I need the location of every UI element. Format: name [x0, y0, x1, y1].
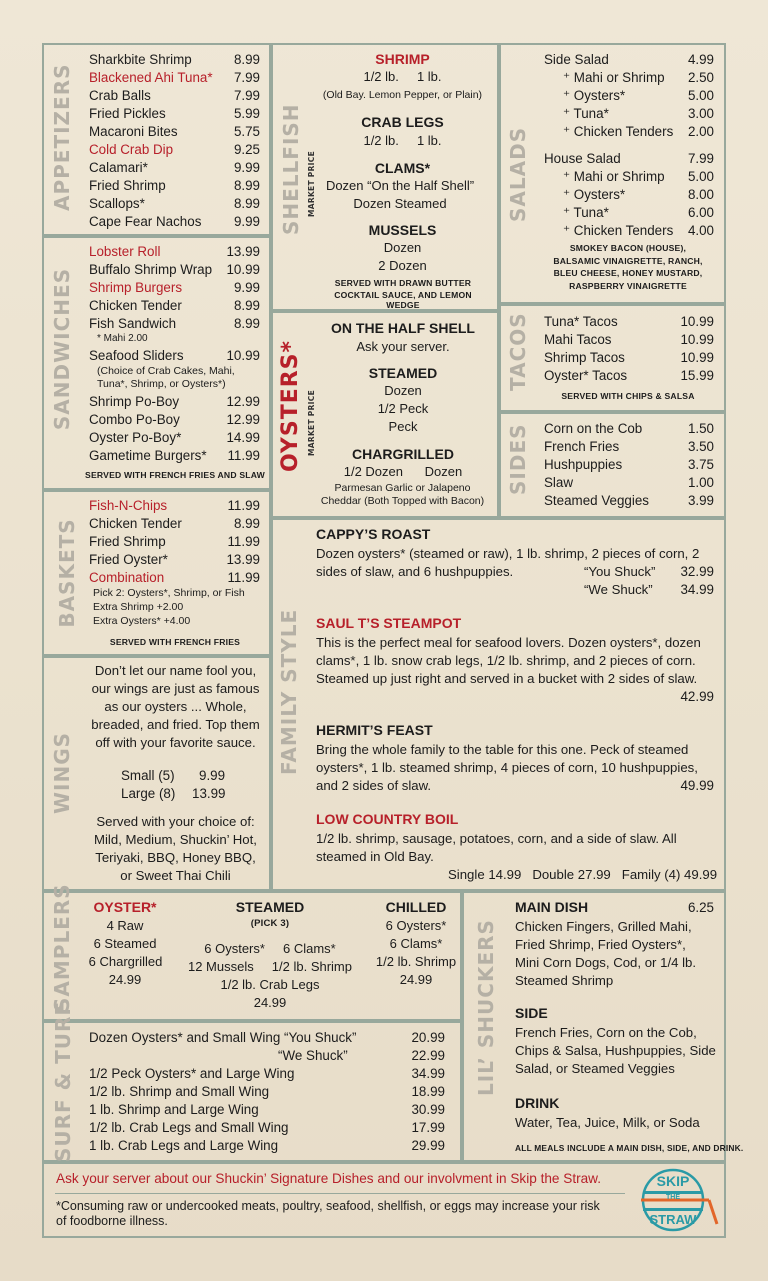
hermit-heading: HERMIT’S FEAST: [316, 722, 433, 738]
cappy-option: “You Shuck”: [584, 564, 656, 579]
logo-text: SKIP: [656, 1173, 690, 1189]
item-price: 1.00: [687, 475, 714, 490]
menu-item: ⁺ Tuna*: [563, 205, 609, 220]
shellfish-shrimp-sizes: 1/2 lb. 1 lb.: [363, 69, 442, 84]
menu-item: Side Salad: [544, 52, 609, 67]
item-price: 7.99: [233, 70, 260, 85]
menu-item: ⁺ Chicken Tenders: [563, 223, 674, 238]
item-price: 5.00: [687, 169, 714, 184]
item-price: 10.99: [680, 332, 714, 347]
market-price-label: MARKET PRICE: [307, 390, 316, 456]
menu-item: Sharkbite Shrimp: [89, 52, 192, 67]
item-price: 18.99: [411, 1084, 445, 1099]
item-price: 24.99: [399, 972, 433, 987]
sampler-line: 1/2 lb. Shrimp: [375, 954, 457, 969]
item-price: 13.99: [226, 552, 260, 567]
oysters-char-note: Cheddar (Both Topped with Bacon): [320, 495, 485, 507]
menu-item: Steamed Veggies: [544, 493, 649, 508]
samplers-title: SAMPLERS: [50, 883, 74, 1012]
menu-item: Fried Pickles: [89, 106, 166, 121]
item-price: 24.99: [253, 995, 287, 1010]
sampler-line: 4 Raw: [106, 918, 144, 933]
menu-item: Macaroni Bites: [89, 124, 178, 139]
menu-item: Lobster Roll: [89, 244, 161, 259]
item-price: 2.50: [687, 70, 714, 85]
menu-item: 1/2 lb. Crab Legs and Small Wing: [89, 1120, 289, 1135]
oysters-char-sizes: 1/2 Dozen Dozen: [343, 464, 463, 479]
item-price: 3.75: [687, 457, 714, 472]
saul-desc: Steamed up just right and served in a bucket with 2 sides of slaw.: [316, 671, 698, 686]
menu-item: 1 lb. Shrimp and Large Wing: [89, 1102, 259, 1117]
menu-item: “We Shuck”: [278, 1048, 348, 1063]
wings-sauce-line: Mild, Medium, Shuckin’ Hot,: [94, 832, 257, 847]
item-price: 5.00: [687, 88, 714, 103]
dressing-line: RASPBERRY VINAIGRETTE: [569, 280, 687, 291]
wings-desc-line: Don’t let our name fool you,: [94, 663, 257, 678]
menu-item: Corn on the Cob: [544, 421, 643, 436]
tacos-title: TACOS: [506, 312, 530, 391]
item-price: 9.25: [233, 142, 260, 157]
item-price: 24.99: [108, 972, 142, 987]
wings-sauce-line: or Sweet Thai Chili: [120, 868, 231, 883]
item-price: 8.99: [233, 52, 260, 67]
menu-item: Tuna* Tacos: [544, 314, 618, 329]
item-price: 9.99: [233, 214, 260, 229]
cappy-option: “We Shuck”: [584, 582, 653, 597]
item-price: 22.99: [411, 1048, 445, 1063]
sampler-line: 6 Oysters*: [385, 918, 447, 933]
item-price: 12.99: [226, 394, 260, 409]
item-price: 20.99: [411, 1030, 445, 1045]
wings-desc-line: off with your favorite sauce.: [95, 735, 256, 750]
oysters-half-heading: ON THE HALF SHELL: [331, 320, 475, 336]
sampler-steamed-heading: STEAMED: [235, 899, 305, 915]
wings-sauces: [83, 813, 268, 885]
item-price: 9.99: [233, 280, 260, 295]
menu-item: ⁺ Chicken Tenders: [563, 124, 674, 139]
item-price: 29.99: [411, 1138, 445, 1153]
menu-item: Crab Balls: [89, 88, 151, 103]
item-price: 2.00: [687, 124, 714, 139]
footer-disclaimer: of foodborne illness.: [56, 1214, 168, 1228]
menu-item: Fried Shrimp: [89, 178, 166, 193]
oysters-steamed-line: Peck: [388, 419, 418, 434]
item-price: 10.99: [226, 348, 260, 363]
footer-note: Ask your server about our Shuckin’ Signature Dishes and our involvment in Skip the Straw.: [56, 1171, 602, 1186]
shellfish-title: SHELLFISH: [279, 103, 303, 235]
section-footer: SERVED WITH FRENCH FRIES: [109, 637, 241, 647]
item-note: Pick 2: Oysters*, Shrimp, or Fish: [93, 587, 245, 599]
salads-dressings: [538, 242, 718, 292]
item-price: 3.50: [687, 439, 714, 454]
item-price: 8.00: [687, 187, 714, 202]
menu-item: Shrimp Burgers: [89, 280, 183, 295]
item-price: 8.99: [233, 316, 260, 331]
dressing-line: BLEU CHEESE, HONEY MUSTARD,: [553, 268, 703, 278]
lil-main-line: Fried Shrimp, Fried Oysters*,: [515, 937, 686, 952]
lil-main-line: Mini Corn Dogs, Cod, or 1/4 lb.: [515, 955, 697, 970]
lil-side-heading: SIDE: [515, 1005, 548, 1021]
lil-side-line: Chips & Salsa, Hushpuppies, Side: [515, 1043, 716, 1058]
section-footer: ALL MEALS INCLUDE A MAIN DISH, SIDE, AND DRINK.: [515, 1143, 744, 1153]
menu-item: Combination: [89, 570, 165, 585]
item-price: 11.99: [227, 534, 260, 549]
skip-the-straw-logo: [635, 1166, 719, 1234]
item-price: 3.99: [687, 493, 714, 508]
item-price: 8.99: [233, 178, 260, 193]
saul-heading: SAUL T’S STEAMPOT: [316, 615, 462, 631]
item-price: 5.99: [233, 106, 260, 121]
lil-shuckers-title: LIL’ SHUCKERS: [474, 919, 498, 1096]
item-price: 10.99: [226, 262, 260, 277]
item-price: 42.99: [680, 689, 714, 704]
menu-item: ⁺ Oysters*: [563, 187, 626, 202]
sides-title: SIDES: [506, 423, 530, 495]
hermit-desc: oysters*, 1 lb. steamed shrimp, 4 pieces of corn, 10 hushpuppies,: [316, 760, 698, 775]
item-price: 34.99: [411, 1066, 445, 1081]
menu-item: ⁺ Mahi or Shrimp: [563, 70, 665, 85]
item-price: 12.99: [226, 412, 260, 427]
item-price: 9.99: [199, 768, 226, 783]
menu-item: ⁺ Mahi or Shrimp: [563, 169, 665, 184]
item-price: 13.99: [226, 244, 260, 259]
wings-description: [83, 662, 268, 752]
oysters-steamed-line: Dozen: [384, 383, 422, 398]
menu-item: 1 lb. Crab Legs and Large Wing: [89, 1138, 279, 1153]
low-country-heading: LOW COUNTRY BOIL: [316, 811, 459, 827]
oysters-char-heading: CHARGRILLED: [352, 446, 454, 462]
saul-desc: clams*, 1 lb. snow crab legs, 1/2 lb. shrimp, and 2 pieces of corn.: [316, 653, 696, 668]
low-country-prices: Single 14.99 Double 27.99 Family (4) 49.99: [448, 867, 718, 882]
menu-item: Chicken Tender: [89, 516, 182, 531]
lil-main-heading: MAIN DISH: [515, 899, 589, 915]
lil-main-line: Steamed Shrimp: [515, 973, 614, 988]
wings-size: Small (5): [121, 768, 175, 783]
shellfish-clams-line: Dozen Steamed: [353, 196, 447, 211]
menu-item: Gametime Burgers*: [89, 448, 207, 463]
market-price-label: MARKET PRICE: [307, 151, 316, 217]
wings-desc-line: as our oysters ... Whole,: [104, 699, 247, 714]
lil-side-line: Salad, or Steamed Veggies: [515, 1061, 675, 1076]
item-price: 11.99: [227, 448, 260, 463]
item-price: 4.00: [687, 223, 714, 238]
low-country-desc: 1/2 lb. shrimp, sausage, potatoes, corn, and a side of slaw. All: [316, 831, 677, 846]
logo-text: STRAW: [649, 1212, 697, 1227]
menu-item: Oyster* Tacos: [544, 368, 628, 383]
cappy-desc: Dozen oysters* (steamed or raw), 1 lb. shrimp, 2 pieces of corn, 2: [316, 546, 700, 561]
wings-desc-line: breaded, and fried. Top them: [91, 717, 260, 732]
item-price: 7.99: [687, 151, 714, 166]
appetizers-title: APPETIZERS: [50, 63, 74, 211]
item-price: 14.99: [226, 430, 260, 445]
menu-item: Shrimp Tacos: [544, 350, 625, 365]
salads-title: SALADS: [506, 126, 530, 222]
item-price: 30.99: [411, 1102, 445, 1117]
menu-item: Combo Po-Boy: [89, 412, 180, 427]
item-price: 10.99: [680, 314, 714, 329]
menu-item: Cold Crab Dip: [89, 142, 174, 157]
menu-item: 1/2 Peck Oysters* and Large Wing: [89, 1066, 295, 1081]
oysters-char-note: Parmesan Garlic or Jalapeno: [334, 482, 471, 494]
item-price: 6.00: [687, 205, 714, 220]
sandwiches-title: SANDWICHES: [50, 267, 74, 431]
sampler-steamed-sub: (PICK 3): [250, 918, 290, 929]
section-footer: SERVED WITH DRAWN BUTTER: [334, 278, 472, 288]
item-price: 34.99: [680, 582, 714, 597]
item-price: 11.99: [227, 570, 260, 585]
section-footer: COCKTAIL SAUCE, AND LEMON WEDGE: [334, 290, 472, 310]
sampler-line: 6 Steamed: [93, 936, 157, 951]
item-note: Tuna*, Shrimp, or Oysters*): [97, 378, 226, 390]
footer-divider: [55, 1193, 625, 1194]
item-price: 49.99: [680, 778, 714, 793]
dressing-line: SMOKEY BACON (HOUSE),: [569, 243, 687, 253]
item-price: 5.75: [233, 124, 260, 139]
item-note: (Choice of Crab Cakes, Mahi,: [97, 365, 235, 377]
section-footer: SERVED WITH CHIPS & SALSA: [561, 391, 695, 401]
menu-item: Fried Shrimp: [89, 534, 166, 549]
sampler-line: 6 Chargrilled: [88, 954, 163, 969]
item-price: 6.25: [687, 900, 714, 915]
menu-item: Scallops*: [89, 196, 145, 211]
item-price: 4.99: [687, 52, 714, 67]
logo-text: THE: [666, 1194, 680, 1201]
menu-item: Fish-N-Chips: [89, 498, 168, 513]
shellfish-mussels-heading: MUSSELS: [368, 222, 437, 238]
oysters-half-line: Ask your server.: [356, 339, 450, 354]
item-price: 3.00: [687, 106, 714, 121]
wings-desc-line: our wings are just as famous: [91, 681, 260, 696]
menu-item: Mahi Tacos: [544, 332, 612, 347]
item-price: 15.99: [680, 368, 714, 383]
item-price: 11.99: [227, 498, 260, 513]
sampler-line: 6 Oysters* 6 Clams*: [204, 941, 336, 956]
shellfish-shrimp-note: (Old Bay. Lemon Pepper, or Plain): [322, 89, 483, 101]
menu-item: 1/2 lb. Shrimp and Small Wing: [89, 1084, 270, 1099]
sampler-chilled-heading: CHILLED: [385, 899, 447, 915]
menu-item: Blackened Ahi Tuna*: [89, 70, 213, 85]
menu-item: Oyster Po-Boy*: [89, 430, 182, 445]
wings-sauce-line: Teriyaki, BBQ, Honey BBQ,: [95, 850, 256, 865]
shellfish-crab-sizes: 1/2 lb. 1 lb.: [363, 133, 442, 148]
menu-item: Calamari*: [89, 160, 148, 175]
baskets-title: BASKETS: [55, 518, 79, 628]
item-price: 8.99: [233, 298, 260, 313]
oysters-title: OYSTERS*: [278, 339, 303, 472]
family-style-title: FAMILY STYLE: [277, 608, 301, 775]
item-price: 13.99: [192, 786, 226, 801]
menu-item: ⁺ Tuna*: [563, 106, 609, 121]
menu-item: Fish Sandwich: [89, 316, 177, 331]
oysters-steamed-heading: STEAMED: [368, 365, 438, 381]
low-country-desc: steamed in Old Bay.: [316, 849, 434, 864]
lil-drink-line: Water, Tea, Juice, Milk, or Soda: [515, 1115, 700, 1130]
menu-item: Seafood Sliders: [89, 348, 184, 363]
cappy-desc: sides of slaw, and 6 hushpuppies.: [316, 564, 514, 579]
menu-item: Buffalo Shrimp Wrap: [89, 262, 213, 277]
sampler-oyster-heading: OYSTER*: [93, 899, 157, 915]
wings-sauce-line: Served with your choice of:: [96, 814, 255, 829]
menu-item: Cape Fear Nachos: [89, 214, 202, 229]
item-note: Extra Shrimp +2.00: [93, 601, 184, 613]
shellfish-shrimp-heading: SHRIMP: [375, 51, 430, 67]
menu-item: Slaw: [544, 475, 574, 490]
menu-item: House Salad: [544, 151, 621, 166]
item-price: 1.50: [687, 421, 714, 436]
shellfish-mussels-line: 2 Dozen: [378, 258, 427, 273]
lil-side-line: French Fries, Corn on the Cob,: [515, 1025, 697, 1040]
oysters-steamed-line: 1/2 Peck: [377, 401, 429, 416]
hermit-desc: and 2 sides of slaw.: [316, 778, 432, 793]
saul-desc: This is the perfect meal for seafood lovers. Dozen oysters*, dozen: [316, 635, 701, 650]
hermit-desc: Bring the whole family to the table for this one. Peck of steamed: [316, 742, 689, 757]
sampler-line: 12 Mussels 1/2 lb. Shrimp: [187, 959, 352, 974]
item-price: 32.99: [680, 564, 714, 579]
section-footer: SERVED WITH FRENCH FRIES AND SLAW: [85, 470, 265, 480]
lil-drink-heading: DRINK: [515, 1095, 560, 1111]
item-note: Extra Oysters* +4.00: [93, 615, 191, 627]
item-price: 9.99: [233, 160, 260, 175]
lil-main-line: Chicken Fingers, Grilled Mahi,: [515, 919, 692, 934]
wings-size: Large (8): [121, 786, 176, 801]
sampler-line: 6 Clams*: [389, 936, 443, 951]
menu-item: Chicken Tender: [89, 298, 182, 313]
footer-disclaimer: *Consuming raw or undercooked meats, poultry, seafood, shellfish, or eggs may increase your risk: [56, 1199, 600, 1213]
shellfish-mussels-line: Dozen: [383, 240, 422, 255]
surf-turf-title: SURF & TURF: [51, 1000, 75, 1162]
item-price: 8.99: [233, 196, 260, 211]
menu-item: French Fries: [544, 439, 620, 454]
shellfish-clams-line: Dozen “On the Half Shell”: [325, 178, 475, 193]
item-note: * Mahi 2.00: [97, 333, 148, 344]
item-price: 8.99: [233, 516, 260, 531]
dressing-line: BALSAMIC VINAIGRETTE, RANCH,: [553, 255, 703, 266]
menu-item: Shrimp Po-Boy: [89, 394, 180, 409]
item-price: 10.99: [680, 350, 714, 365]
item-price: 17.99: [411, 1120, 445, 1135]
shellfish-clams-heading: CLAMS*: [374, 160, 431, 176]
menu-item: ⁺ Oysters*: [563, 88, 626, 103]
sampler-line: 1/2 lb. Crab Legs: [220, 977, 320, 992]
wings-title: WINGS: [50, 731, 74, 814]
shellfish-crab-heading: CRAB LEGS: [361, 114, 444, 130]
menu-item: Fried Oyster*: [89, 552, 168, 567]
cappy-heading: CAPPY’S ROAST: [316, 526, 431, 542]
menu-item: Dozen Oysters* and Small Wing “You Shuck”: [89, 1030, 357, 1045]
item-price: 7.99: [233, 88, 260, 103]
menu-item: Hushpuppies: [544, 457, 623, 472]
